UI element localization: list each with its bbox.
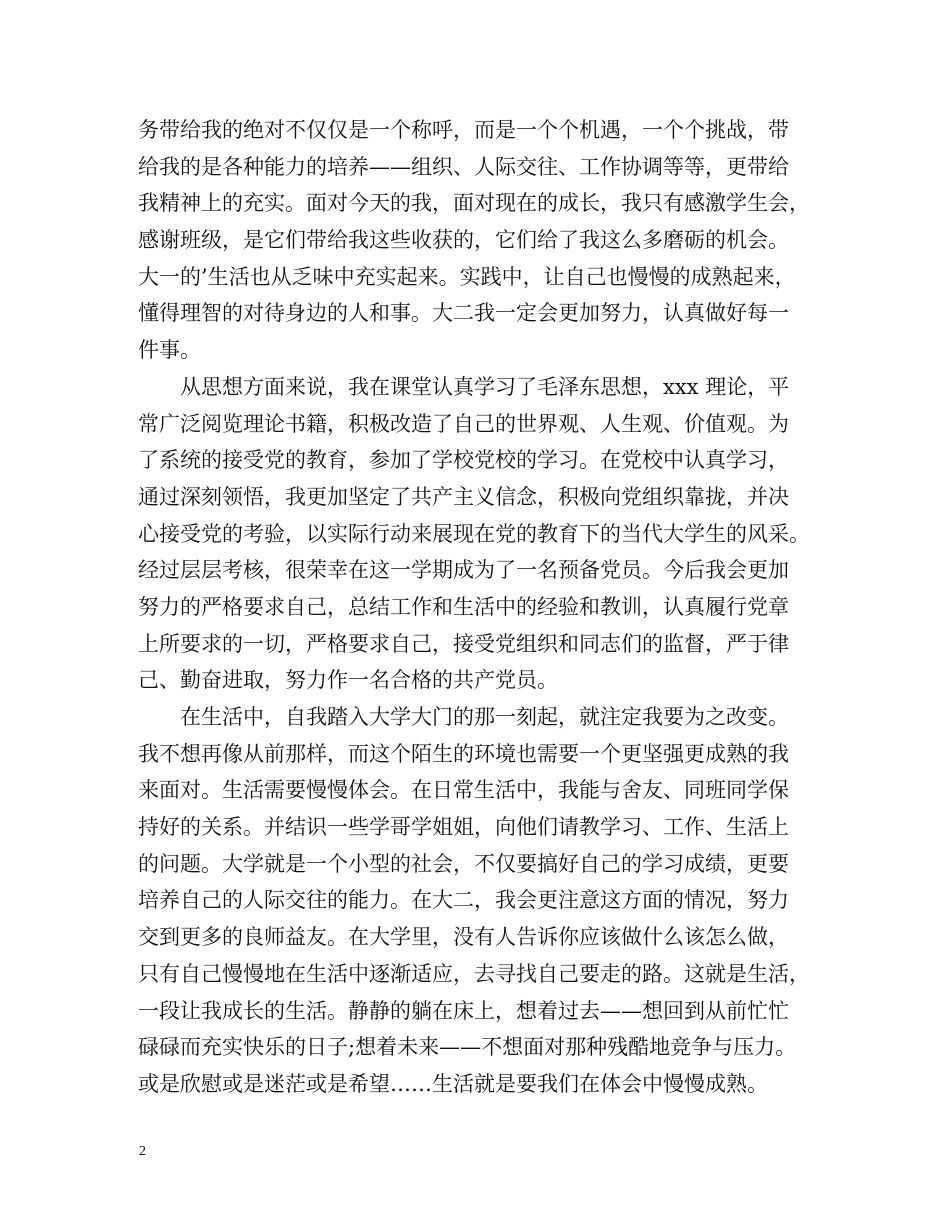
text-line: 心接受党的考验，以实际行动来展现在党的教育下的当代大学生的风采。 <box>138 521 810 546</box>
text-line: 一段让我成长的生活。静静的躺在床上，想着过去——想回到从前忙忙 <box>138 998 789 1023</box>
page-number: 2 <box>139 1144 146 1159</box>
text-line: 上所要求的一切，严格要求自己，接受党组织和同志们的监督，严于律 <box>138 631 789 656</box>
text-line: 了系统的接受党的教育，参加了学校党校的学习。在党校中认真学习， <box>138 448 789 473</box>
paragraph <box>138 112 828 369</box>
text-line: 务带给我的绝对不仅仅是一个称呼，而是一个个机遇，一个个挑战，带 <box>138 118 789 142</box>
text-line: 碌碌而充实快乐的日子;想着未来——不想面对那种残酷地竞争与压力。 <box>138 1035 797 1060</box>
text-line: 件事。 <box>138 338 201 363</box>
text-line: 己、勤奋进取，努力作一名合格的共产党员。 <box>138 668 558 693</box>
text-line: 只有自己慢慢地在生活中逐渐适应，去寻找自己要走的路。这就是生活， <box>138 961 810 986</box>
text-line: 感谢班级，是它们带给我这些收获的，它们给了我这么多磨砺的机会。 <box>138 228 789 253</box>
text-line: 培养自己的人际交往的能力。在大二，我会更注意这方面的情况，努力 <box>138 888 789 913</box>
text-line: 常广泛阅览理论书籍，积极改造了自己的世界观、人生观、价值观。为 <box>138 411 789 436</box>
text-line: 在生活中，自我踏入大学大门的那一刻起，就注定我要为之改变。 <box>180 705 789 729</box>
text-line: 持好的关系。并结识一些学哥学姐姐，向他们请教学习、工作、生活上 <box>138 815 789 840</box>
text-line: 经过层层考核，很荣幸在这一学期成为了一名预备党员。今后我会更加 <box>138 558 789 583</box>
text-line: 努力的严格要求自己，总结工作和生活中的经验和教训，认真履行党章 <box>138 594 789 619</box>
text-line: 我精神上的充实。面对今天的我，面对现在的成长，我只有感激学生会， <box>138 191 810 216</box>
paragraph <box>138 369 828 699</box>
text-line: 懂得理智的对待身边的人和事。大二我一定会更加努力，认真做好每一 <box>138 301 789 326</box>
text-line: 从思想方面来说，我在课堂认真学习了毛泽东思想，xxx 理论，平 <box>180 374 790 399</box>
text-line: 大一的’生活也从乏味中充实起来。实践中，让自己也慢慢的成熟起来， <box>138 264 796 289</box>
text-line: 或是欣慰或是迷茫或是希望……生活就是要我们在体会中慢慢成熟。 <box>138 1071 768 1096</box>
text-line: 通过深刻领悟，我更加坚定了共产主义信念，积极向党组织靠拢，并决 <box>138 484 789 509</box>
text-line: 交到更多的良师益友。在大学里，没有人告诉你应该做什么该怎么做， <box>138 925 789 950</box>
text-line: 给我的是各种能力的培养——组织、人际交往、工作协调等等，更带给 <box>138 154 789 179</box>
paragraph <box>138 699 828 1103</box>
text-line: 我不想再像从前那样，而这个陌生的环境也需要一个更坚强更成熟的我 <box>138 741 789 766</box>
text-line: 来面对。生活需要慢慢体会。在日常生活中，我能与舍友、同班同学保 <box>138 778 789 803</box>
document-body <box>138 112 828 1103</box>
text-line: 的问题。大学就是一个小型的社会，不仅要搞好自己的学习成绩，更要 <box>138 851 789 876</box>
